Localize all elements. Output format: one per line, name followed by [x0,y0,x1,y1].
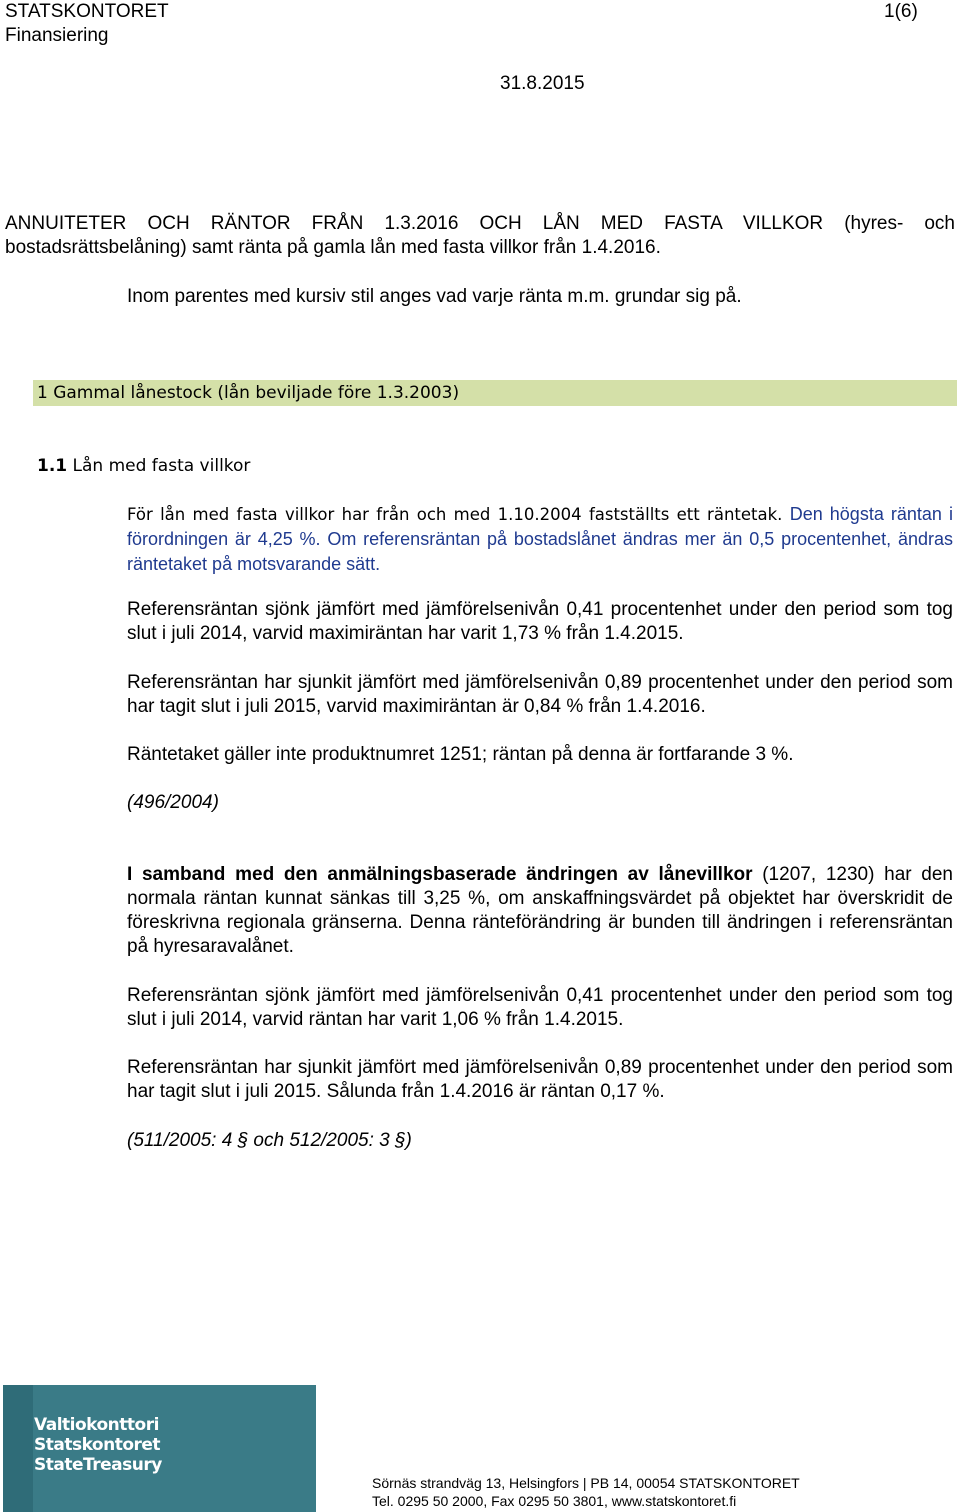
logo-text-swedish: Statskontoret [34,1435,161,1455]
department-name: Finansiering [5,25,109,46]
paragraph-rate-cap [127,502,953,577]
footer-address: Sörnäs strandväg 13, Helsingfors | PB 14, 00054 STATSKONTORET [372,1475,800,1491]
paragraph-2015-reference: Referensräntan har sjunkit jämfört med jämförelsenivån 0,89 procentenhet under den period som har tagit slut i juli 2015, varvid maximiräntan är 0,84 % från 1.4.2016. [127,672,953,717]
logo-text-english: StateTreasury [34,1455,162,1475]
section-1-heading-text: 1 Gammal lånestock (lån beviljade före 1.3.2003) [37,383,460,403]
logo-text-finnish: Valtiokonttori [34,1415,159,1435]
document-title: ANNUITETER OCH RÄNTOR FRÅN 1.3.2016 OCH LÅN MED FASTA VILLKOR (hyres- och bostadsrättsbelåning) samt ränta på gamla lån med fasta villkor från 1.4.2016. [5,213,955,258]
paragraph-2014-reference: Referensräntan sjönk jämfört med jämförelsenivån 0,41 procentenhet under den period som tog slut i juli 2014, varvid maximiräntan har varit 1,73 % från 1.4.2015. [127,599,953,644]
subsection-title: Lån med fasta villkor [67,456,251,476]
paragraph-notification-body: (1207, 1230) har den normala räntan kunnat sänkas till 3,25 %, om anskaffningsvärdet på objektet har överskridit de föreskrivna regionala gränserna. Denna ränteförändring är bunden till ändringen i referensräntan på hyresaravalånet. [127,864,953,957]
intro-text: Inom parentes med kursiv stil anges vad varje ränta m.m. grundar sig på. [127,286,742,307]
section-1-heading [33,380,957,406]
footer-contact: Tel. 0295 50 2000, Fax 0295 50 3801, www.statskontoret.fi [372,1493,737,1509]
subsection-1-1-heading [37,454,250,478]
organization-name: STATSKONTORET [5,1,169,22]
paragraph-rate-cap-c: Om referensräntan på bostadslånet ändras mer än 0,5 procentenhet, ändras räntetaket på motsvarande sätt. [127,529,954,574]
legal-reference-1: (496/2004) [127,792,219,813]
paragraph-notification-change [127,863,953,959]
paragraph-2014-rate: Referensräntan sjönk jämfört med jämförelsenivån 0,41 procentenhet under den period som tog slut i juli 2014, varvid räntan har varit 1,06 % från 1.4.2015. [127,985,953,1030]
statskontoret-logo [3,1385,316,1512]
page-number: 1(6) [884,1,918,22]
document-date: 31.8.2015 [500,73,585,94]
paragraph-rate-cap-a: För lån med fasta villkor har från och med 1.10.2004 fastställts ett räntetak. [127,505,790,524]
subsection-number: 1.1 [37,456,68,476]
logo-band [3,1385,33,1512]
paragraph-2016-rate: Referensräntan har sjunkit jämfört med jämförelsenivån 0,89 procentenhet under den period som har tagit slut i juli 2015. Sålunda från 1.4.2016 är räntan 0,17 %. [127,1057,953,1102]
paragraph-notification-lead: I samband med den anmälningsbaserade ändringen av lånevillkor [127,864,753,885]
paragraph-product-1251: Räntetaket gäller inte produktnumret 1251; räntan på denna är fortfarande 3 %. [127,744,794,765]
paragraph-rate-cap-b: Den högsta räntan i förordningen är 4,25 %. [127,504,953,549]
legal-reference-2: (511/2005: 4 § och 512/2005: 3 §) [127,1130,412,1151]
